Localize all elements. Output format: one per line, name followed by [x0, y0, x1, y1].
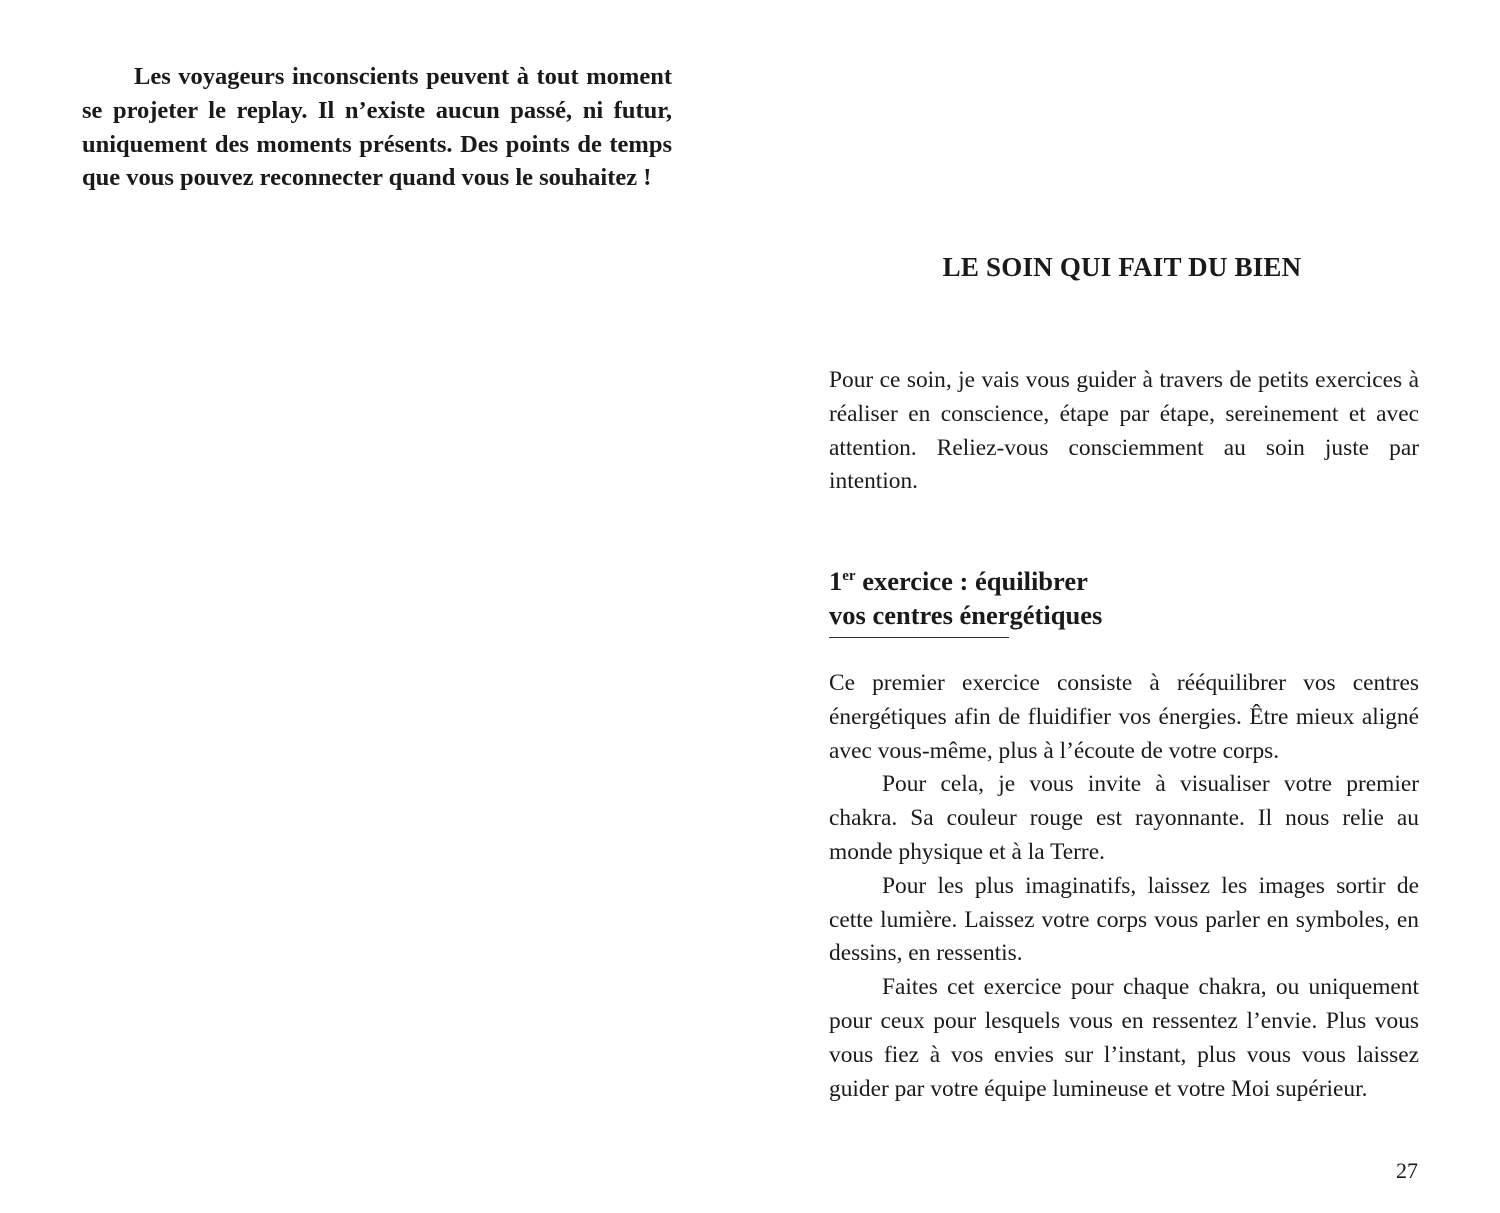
- body-paragraph-2: Pour cela, je vous invite à visualiser votre premier chakra. Sa couleur rouge est rayonnante. Il nous relie au monde physique et à la Terre.: [829, 771, 1419, 865]
- intro-paragraph: Pour ce soin, je vais vous guider à travers de petits exercices à réaliser en conscience, étape par étape, sereinement et avec attention. Reliez-vous consciemment au soin juste par intention.: [829, 367, 1419, 495]
- section-underline: [829, 637, 1009, 638]
- section-number: 1: [829, 566, 843, 596]
- body-paragraph-3: Pour les plus imaginatifs, laissez les images sortir de cette lumière. Laissez votre corps vous parler en symboles, en dessins, en ressentis.: [829, 872, 1419, 967]
- page-number: 27: [1396, 1158, 1418, 1183]
- section-title: [829, 564, 1419, 632]
- section-title-rest: exercice : équilibrer: [855, 566, 1088, 596]
- body-paragraph-4: Faites cet exercice pour chaque chakra, ou uniquement pour ceux pour lesquels vous en ressentez l’envie. Plus vous vous fiez à vos envies sur l’instant, plus vous vous laissez guider par votre équipe lumineuse et votre Moi supérieur.: [829, 974, 1419, 1102]
- chapter-title: [750, 252, 1500, 283]
- section-superscript: er: [842, 568, 856, 584]
- right-page: [750, 0, 1500, 1213]
- body-paragraph-1: Ce premier exercice consiste à rééquilibrer vos centres énergétiques afin de fluidifier vos énergies. Être mieux aligné avec vous-même, plus à l’écoute de votre corps.: [829, 670, 1419, 764]
- section-body: [829, 667, 1419, 1106]
- left-paragraph: Les voyageurs inconscients peuvent à tout moment se projeter le replay. Il n’existe aucun passé, ni futur, uniquement des moments présents. Des points de temps que vous pouvez reconnecter quand vous le souhaitez !: [82, 63, 672, 192]
- chapter-title-text: LE SOIN QUI FAIT DU BIEN: [942, 252, 1302, 282]
- section-title-line2: vos centres énergétiques: [829, 600, 1103, 630]
